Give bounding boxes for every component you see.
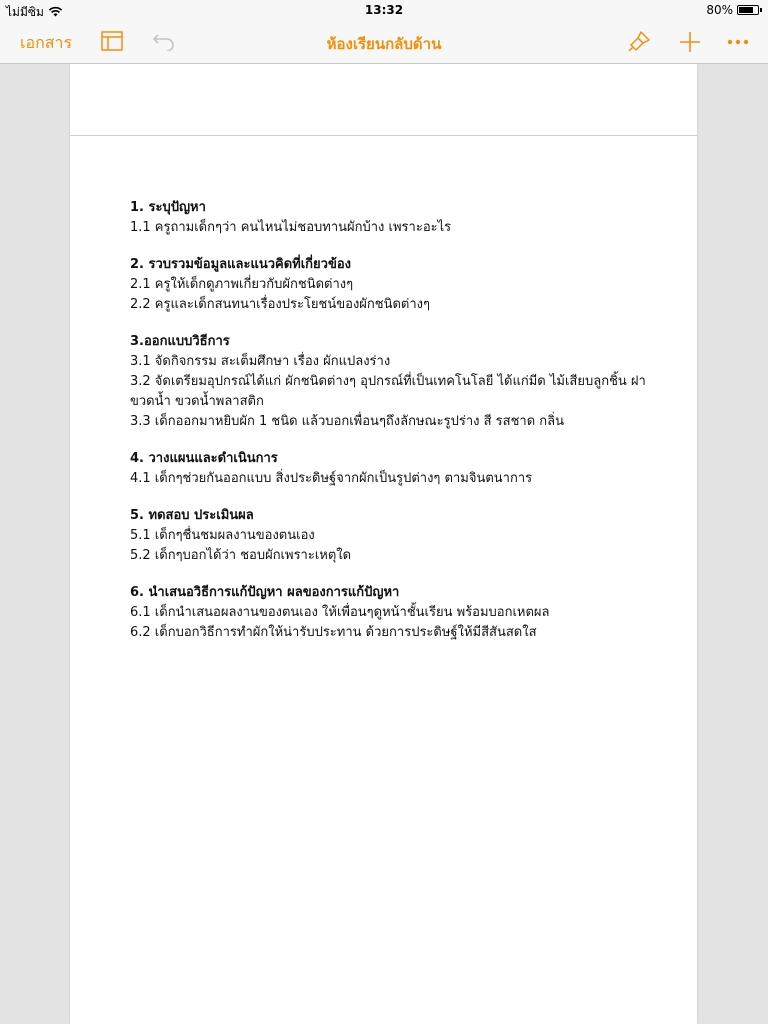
section-line: 1.1 ครูถามเด็กๆว่า คนไหนไม่ชอบทานผักบ้าง เพราะอะไร — [130, 220, 452, 235]
more-options-icon[interactable] — [726, 30, 750, 58]
section-line: 3.1 จัดกิจกรรม สะเต็มศึกษา เรื่อง ผักแปลงร่าง — [130, 354, 391, 369]
section-line: 5.1 เด็กๆชื่นชมผลงานของตนเอง — [130, 528, 315, 543]
document-canvas[interactable] — [0, 64, 768, 1024]
document-page[interactable] — [70, 64, 697, 1024]
section-line: 6.2 เด็กบอกวิธีการทำผักให้น่ารับประทาน ด้วยการประดิษฐ์ให้มีสีสันสดใส — [130, 625, 537, 640]
battery-icon — [737, 5, 759, 15]
document-section — [130, 198, 650, 238]
carrier-label: ไม่มีซิม — [6, 5, 44, 19]
battery-percent: 80% — [706, 3, 733, 17]
document-section — [130, 506, 650, 566]
status-right — [706, 3, 762, 17]
status-bar — [0, 0, 768, 20]
header-divider — [70, 135, 697, 136]
section-heading: 2. รวบรวมข้อมูลและแนวคิดที่เกี่ยวข้อง — [130, 257, 351, 272]
battery-tip — [760, 8, 762, 12]
section-heading: 6. นำเสนอวิธีการแก้ปัญหา ผลของการแก้ปัญหา — [130, 585, 400, 600]
section-heading: 1. ระบุปัญหา — [130, 200, 206, 215]
document-section — [130, 255, 650, 315]
document-section — [130, 583, 650, 643]
undo-icon[interactable] — [152, 31, 176, 55]
document-body[interactable] — [130, 198, 650, 660]
section-line: 5.2 เด็กๆบอกได้ว่า ชอบผักเพราะเหตุใด — [130, 548, 352, 563]
battery-fill — [739, 7, 753, 13]
section-line: 4.1 เด็กๆช่วยกันออกแบบ สิ่งประดิษฐ์จากผักเป็นรูปต่างๆ ตามจินตนาการ — [130, 471, 533, 486]
section-line: 3.3 เด็กออกมาหยิบผัก 1 ชนิด แล้วบอกเพื่อนๆถึงลักษณะรูปร่าง สี รสชาด กลิ่น — [130, 414, 565, 429]
toolbar — [0, 20, 768, 64]
document-section — [130, 332, 650, 432]
section-heading: 4. วางแผนและดำเนินการ — [130, 451, 278, 466]
section-heading: 5. ทดสอบ ประเมินผล — [130, 508, 254, 523]
add-icon[interactable] — [678, 30, 702, 58]
view-options-icon[interactable] — [101, 31, 123, 55]
section-heading: 3.ออกแบบวิธีการ — [130, 334, 230, 349]
format-brush-icon[interactable] — [627, 30, 651, 56]
document-section — [130, 449, 650, 489]
documents-back-button[interactable]: เอกสาร — [20, 33, 73, 52]
section-line: 3.2 จัดเตรียมอุปกรณ์ได้แก่ ผักชนิดต่างๆ อุปกรณ์ที่เป็นเทคโนโลยี ได้แก่มีด ไม้เสียบลูกชิ้น ฝาขวดน้ำ ขวดน้ำพลาสติก — [130, 374, 646, 409]
section-line: 2.1 ครูให้เด็กดูภาพเกี่ยวกับผักชนิดต่างๆ — [130, 277, 354, 292]
status-time: 13:32 — [364, 3, 404, 17]
document-title: ห้องเรียนกลับด้าน — [326, 35, 442, 53]
section-line: 6.1 เด็กนำเสนอผลงานของตนเอง ให้เพื่อนๆดูหน้าชั้นเรียน พร้อมบอกเหตผล — [130, 605, 550, 620]
section-line: 2.2 ครูและเด็กสนทนาเรื่องประโยชน์ของผักชนิดต่างๆ — [130, 297, 431, 312]
